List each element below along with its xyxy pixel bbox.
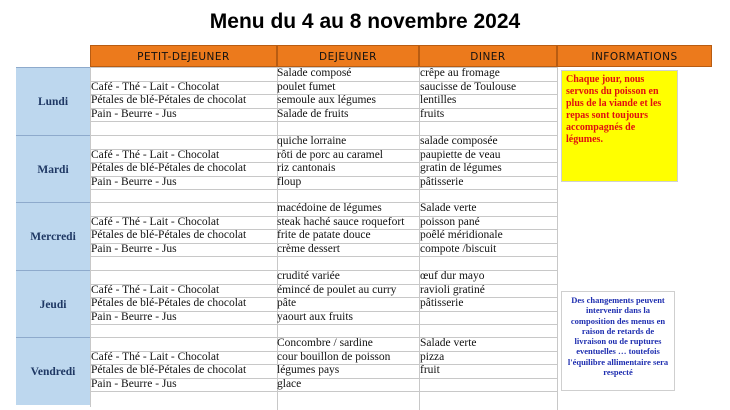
lunch-item: crudité variée [277,270,340,282]
dinner-item: œuf dur mayo [420,270,485,282]
column-divider [557,67,558,410]
header-petit-dejeuner: PETIT-DEJEUNER [90,45,277,67]
dinner-item: lentilles [420,94,457,106]
lunch-item: glace [277,378,302,390]
breakfast-item: Pétales de blé-Pétales de chocolat [91,229,247,241]
dinner-item: Salade verte [420,202,477,214]
info-note-changes: Des changements peuvent intervenir dans la composition des menus en raison de retards de livraison ou de ruptures eventuelles … toutefois l'équilibre allimentaire sera respecté [561,291,675,391]
breakfast-item: Pain - Beurre - Jus [91,378,177,390]
breakfast-item: Pain - Beurre - Jus [91,108,177,120]
breakfast-item: Pain - Beurre - Jus [91,243,177,255]
lunch-item: macédoine de légumes [277,202,382,214]
dinner-item: salade composée [420,135,498,147]
lunch-item: Salade composé [277,67,352,79]
breakfast-item: Café - Thé - Lait - Chocolat [91,284,220,296]
lunch-item: yaourt aux fruits [277,311,354,323]
header-informations: INFORMATIONS [557,45,712,67]
lunch-item: Salade de fruits [277,108,349,120]
dinner-item: fruits [420,108,445,120]
dinner-item: poêlé méridionale [420,229,503,241]
breakfast-item: Café - Thé - Lait - Chocolat [91,81,220,93]
dinner-item: crêpe au fromage [420,67,500,79]
lunch-item: steak haché sauce roquefort [277,216,405,228]
lunch-item: cour bouillon de poisson [277,351,391,363]
breakfast-item: Café - Thé - Lait - Chocolat [91,149,220,161]
lunch-item: riz cantonais [277,162,336,174]
day-label: Vendredi [16,337,90,405]
lunch-item: pâte [277,297,297,309]
day-label: Jeudi [16,270,90,338]
dinner-item: fruit [420,364,440,376]
lunch-item: émincé de poulet au curry [277,284,397,296]
breakfast-item: Pain - Beurre - Jus [91,311,177,323]
breakfast-item: Pétales de blé-Pétales de chocolat [91,297,247,309]
header-diner: DINER [419,45,557,67]
lunch-item: rôti de porc au caramel [277,149,383,161]
lunch-item: quiche lorraine [277,135,347,147]
day-label: Mercredi [16,202,90,270]
day-label: Mardi [16,135,90,203]
breakfast-item: Café - Thé - Lait - Chocolat [91,216,220,228]
lunch-item: floup [277,176,302,188]
lunch-item: crème dessert [277,243,340,255]
lunch-item: poulet fumet [277,81,336,93]
breakfast-item: Pétales de blé-Pétales de chocolat [91,162,247,174]
dinner-item: pâtisserie [420,176,464,188]
lunch-item: semoule aux légumes [277,94,377,106]
day-label: Lundi [16,67,90,135]
dinner-item: compote /biscuit [420,243,497,255]
breakfast-item: Pétales de blé-Pétales de chocolat [91,94,247,106]
dinner-item: poisson pané [420,216,480,228]
header-dejeuner: DEJEUNER [277,45,419,67]
dinner-item: Salade verte [420,337,477,349]
info-note-fish: Chaque jour, nous servons du poisson en plus de la viande et les repas sont toujours accompagnés de légumes. [561,70,678,182]
dinner-item: paupiette de veau [420,149,501,161]
dinner-item: saucisse de Toulouse [420,81,517,93]
page-title: Menu du 4 au 8 novembre 2024 [209,10,521,33]
breakfast-item: Pain - Beurre - Jus [91,176,177,188]
lunch-item: frite de patate douce [277,229,371,241]
lunch-item: Concombre / sardine [277,337,373,349]
dinner-item: pâtisserie [420,297,464,309]
dinner-item: gratin de légumes [420,162,502,174]
breakfast-item: Café - Thé - Lait - Chocolat [91,351,220,363]
breakfast-item: Pétales de blé-Pétales de chocolat [91,364,247,376]
dinner-item: ravioli gratiné [420,284,485,296]
lunch-item: légumes pays [277,364,340,376]
dinner-item: pizza [420,351,445,363]
